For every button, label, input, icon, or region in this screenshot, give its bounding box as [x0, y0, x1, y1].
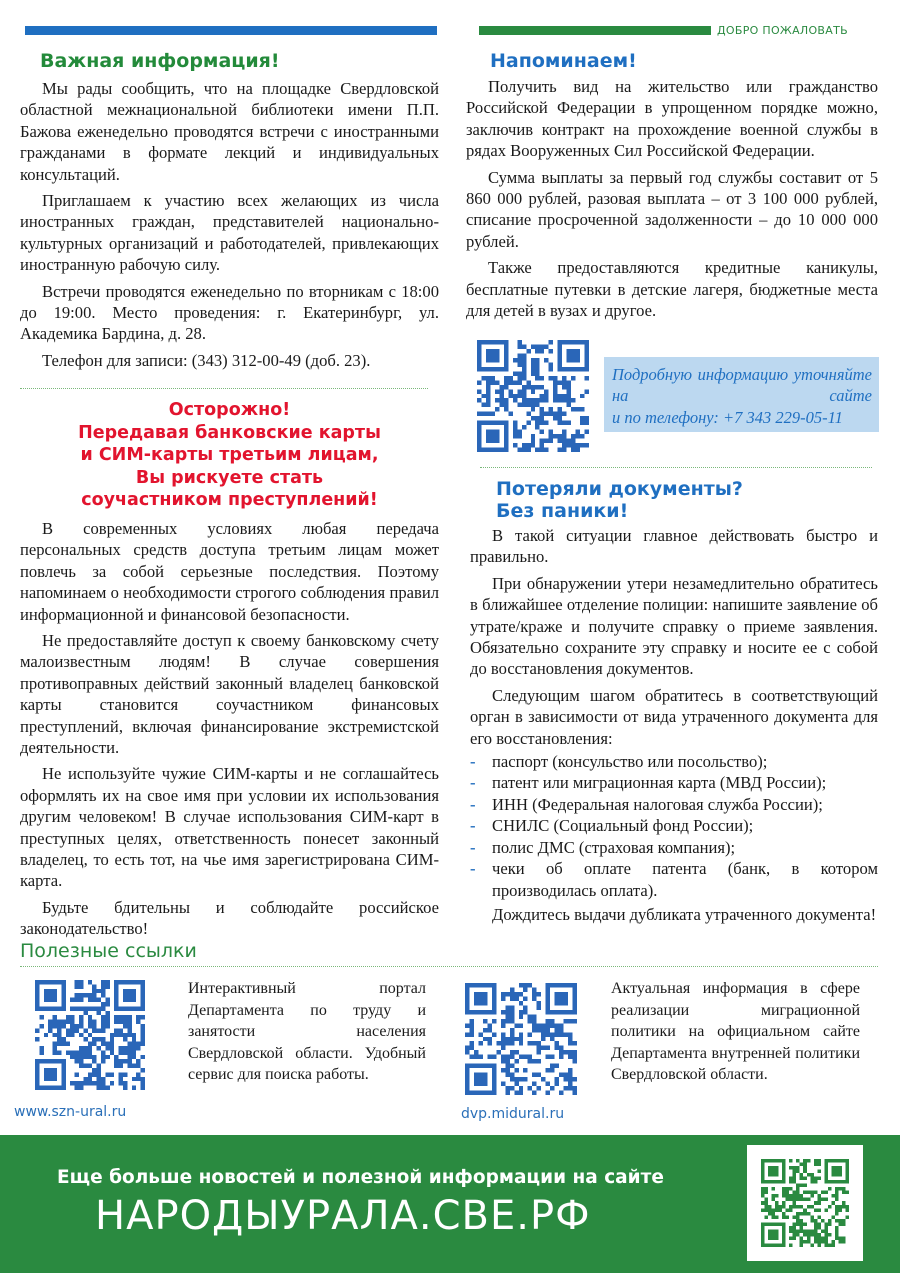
link-description: Актуальная информация в сфере реализации миграционной политики на официальном сайте Департамента внутренней политики Свердловской области.: [611, 980, 860, 1084]
warning-line: Осторожно!: [168, 400, 291, 420]
top-bar-blue: [25, 26, 437, 35]
footer-text: Еще больше новостей и полезной информации на сайте: [57, 1167, 664, 1188]
info-box-phone: и по телефону: +7 343 229-05-11: [612, 408, 843, 427]
remind-section: [466, 50, 878, 326]
important-text: [20, 78, 439, 371]
list-item: - ИНН (Федеральная налоговая служба России);: [470, 794, 878, 815]
qr-code-icon[interactable]: [35, 980, 145, 1090]
paragraph: Не предоставляйте доступ к своему банковскому счету малоизвестным людям! В случае совершения противоправных действий законный владелец банковской карты становится соучастником финансовых преступлений, включая финансирование экстремистской деятельности.: [20, 631, 439, 758]
paragraph: Телефон для записи: (343) 312-00-49 (доб. 23).: [42, 350, 371, 370]
qr-code-icon: [465, 983, 577, 1095]
list-item: - СНИЛС (Социальный фонд России);: [470, 815, 878, 836]
footer-site[interactable]: НАРОДЫУРАЛА.СВЕ.РФ: [95, 1193, 591, 1239]
warning-line: и СИМ-карты третьим лицам,: [80, 445, 379, 466]
paragraph: Будьте бдительны и соблюдайте российское законодательство!: [20, 897, 439, 939]
remind-text: [466, 76, 878, 321]
list-item: - полис ДМС (страховая компания);: [470, 837, 878, 858]
paragraph: Дождитесь выдачи дубликата утраченного документа!: [492, 904, 877, 924]
warning-line: Передавая банковские карты: [78, 422, 381, 443]
lost-subtitle: Без паники!: [496, 500, 629, 522]
paragraph: Мы рады сообщить, что на площадке Свердловской областной межнациональной библиотеки имени П.П. Бажова еженедельно проводятся встречи с иностранными гражданами в формате лекций и индивидуальных консультаций.: [20, 79, 439, 184]
links-title: Полезные ссылки: [20, 940, 197, 962]
lost-text: [470, 525, 878, 925]
paragraph: Встречи проводятся еженедельно по вторникам с 18:00 до 19:00. Место проведения: г. Екатеринбург, ул. Академика Бардина, д. 28.: [20, 281, 439, 344]
warning-text: [20, 518, 439, 940]
lost-title: Потеряли документы?: [496, 478, 743, 500]
lost-section: [470, 478, 878, 930]
list-item: - патент или миграционная карта (МВД России);: [470, 772, 878, 793]
paragraph: Сумма выплаты за первый год службы составит от 5 860 000 рублей, разовая выплата – от 3 100 000 рублей, списание просроченной задолженности – до 10 000 000 рублей.: [466, 167, 878, 251]
divider: [20, 388, 428, 389]
szn-link[interactable]: www.szn-ural.ru: [14, 1104, 127, 1120]
dvp-link[interactable]: dvp.midural.ru: [461, 1106, 565, 1122]
list-item: - чеки об оплате патента (банк, в котором производилась оплата).: [470, 858, 878, 901]
list-item: - паспорт (консульство или посольство);: [470, 751, 878, 772]
qr-code-icon: [477, 340, 589, 452]
paragraph: В современных условиях любая передача персональных средств доступа третьим лицам может повлечь за собой серьезные последствия. Поэтому напоминаем о необходимости строгого соблюдения правил информационной и финансовой безопасности.: [20, 518, 439, 624]
qr-code-icon: [761, 1159, 849, 1247]
warning-line: соучастником преступлений!: [81, 490, 378, 511]
document-list: [470, 751, 878, 901]
qr-code-icon: [35, 980, 145, 1090]
info-box: [604, 357, 879, 432]
important-title: Важная информация!: [40, 50, 280, 72]
qr-code-icon[interactable]: [465, 983, 577, 1095]
important-section: [20, 50, 439, 376]
paragraph: Получить вид на жительство или гражданство Российской Федерации в упрощенном порядке можно, заключив контракт на прохождение военной службы в рядах Вооруженных Сил Российской Федерации.: [466, 77, 878, 161]
paragraph: Также предоставляются кредитные каникулы, бесплатные путевки в детские лагеря, бюджетные места для детей в вузах и другое.: [466, 258, 878, 321]
footer-banner: [0, 1135, 900, 1273]
paragraph: При обнаружении утери незамедлительно обратитесь в ближайшее отделение полиции: напишите заявление об утрате/краже и получите справку о приеме заявления. Обязательно сохраните эту справку и носите ее с собой до восстановления документов.: [470, 573, 878, 679]
remind-title: Напоминаем!: [490, 50, 637, 72]
warning-section: [20, 399, 439, 945]
warning-line: Вы рискуете стать: [135, 467, 324, 488]
divider: [20, 966, 878, 967]
info-box-text: Подробную информацию уточняйте на сайте: [612, 365, 872, 405]
divider: [480, 467, 872, 468]
qr-code-icon: [477, 340, 589, 452]
top-bar-green: [479, 26, 711, 35]
paragraph: Не используйте чужие СИМ-карты и не соглашайтесь оформлять их на свое имя при условии их использования другим человеком! В случае использования СИМ-карт в преступных целях, ответственность понесет законный владелец, то есть тот, на чье имя зарегистрирована СИМ-карта.: [20, 764, 439, 891]
paragraph: Приглашаем к участию всех желающих из числа иностранных граждан, представителей национально-культурных организаций и работодателей, привлекающих иностранную рабочую силу.: [20, 191, 439, 275]
paragraph: Следующим шагом обратитесь в соответствующий орган в зависимости от вида утраченного документа для его восстановления:: [470, 685, 878, 748]
footer-qr-frame: [747, 1145, 863, 1261]
link-description: Интерактивный портал Департамента по труду и занятости населения Свердловской области. Удобный сервис для поиска работы.: [188, 980, 426, 1084]
qr-code-icon[interactable]: [761, 1159, 849, 1247]
header-tagline: ДОБРО ПОЖАЛОВАТЬ: [717, 24, 848, 37]
paragraph: В такой ситуации главное действовать быстро и правильно.: [470, 526, 878, 567]
